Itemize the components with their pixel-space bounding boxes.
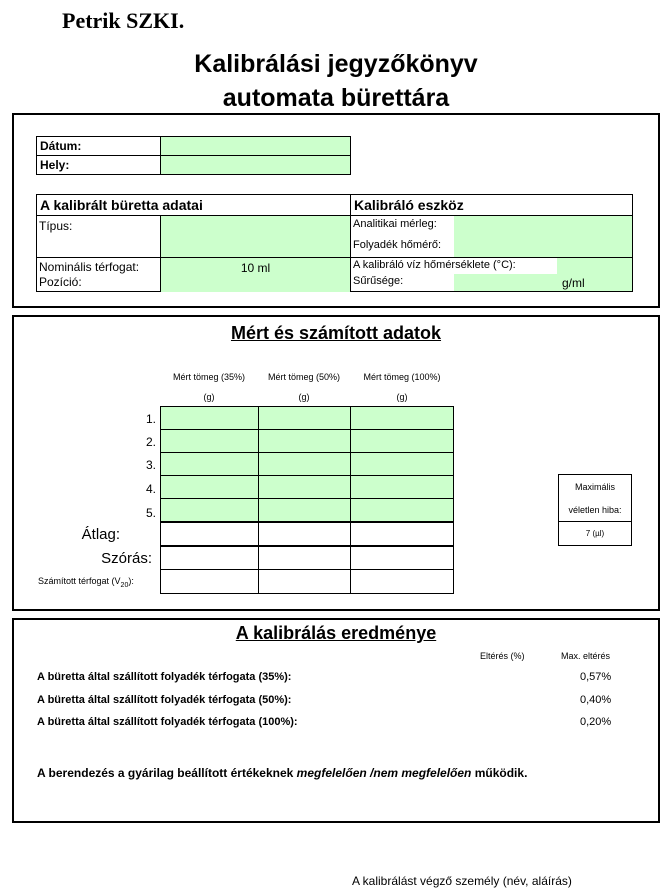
signature-label: A kalibrálást végző személy (név, aláírás) [352,874,572,888]
type-field[interactable] [161,216,350,257]
school-name: Petrik SZKI. [62,8,185,33]
result-row-50-label: A büretta által szállított folyadék térfogata (50%): [37,694,292,706]
position-label: Pozíció: [39,275,82,289]
water-temp-label: A kalibráló víz hőmérséklete (°C): [353,259,516,271]
max-error-value: 7 (µl) [585,529,605,538]
row-label-3: 3. [145,458,156,472]
thermometer-label: Folyadék hőmérő: [353,239,442,251]
density-field[interactable] [454,274,632,291]
row-label-2: 2. [145,435,156,449]
conclusion-text: A berendezés a gyárilag beállított értékeknek megfelelően /nem megfelelően működik. [37,766,528,780]
balance-thermometer-field[interactable] [454,216,632,257]
result-row-35-max: 0,57% [580,671,612,683]
std-label: Szórás: [101,550,152,567]
col-header-100: Mért tömeg (100%) [363,372,441,382]
result-row-50-max: 0,40% [580,694,612,706]
water-temp-field[interactable] [557,258,632,274]
deviation-header: Eltérés (%) [480,651,525,661]
row-label-5: 5. [145,506,156,520]
type-label: Típus: [39,219,73,233]
computed-grid [160,522,454,594]
place-label: Hely: [36,155,161,175]
row-label-4: 4. [145,482,156,496]
place-field[interactable] [160,155,351,175]
result-row-100-label: A büretta által szállított folyadék térfogata (100%): [37,716,298,728]
density-label: Sűrűsége: [353,275,404,287]
tool-header: Kalibráló eszköz [354,197,464,213]
max-deviation-header: Max. eltérés [561,651,611,661]
col-unit-100: (g) [396,392,408,402]
density-unit: g/ml [562,276,585,290]
result-row-35-label: A büretta által szállított folyadék térfogata (35%): [37,671,292,683]
row-label-1: 1. [145,412,156,426]
col-unit-35: (g) [203,392,215,402]
date-label: Dátum: [36,136,161,156]
col-header-35: Mért tömeg (35%) [172,372,246,382]
page-title-line1: Kalibrálási jegyzőkönyv [194,50,478,78]
col-unit-50: (g) [298,392,310,402]
nominal-value: 10 ml [161,258,350,292]
measured-data-panel [12,315,660,611]
nominal-label: Nominális térfogat: [39,260,140,274]
max-error-line2: véletlen hiba: [568,505,622,515]
page-title-line2: automata bürettára [222,84,450,112]
result-title: A kalibrálás eredménye [235,623,437,643]
column-divider [350,194,351,292]
date-field[interactable] [160,136,351,156]
measured-data-title: Mért és számított adatok [230,323,442,343]
burette-header: A kalibrált büretta adatai [40,197,203,213]
balance-label: Analitikai mérleg: [353,218,437,230]
avg-label: Átlag: [81,526,120,543]
volume-label: Számított térfogat $(V_{20})$: [38,576,134,589]
calibration-info-panel [12,113,660,308]
max-error-line1: Maximális [574,482,615,492]
result-panel [12,618,660,823]
result-row-100-max: 0,20% [580,716,612,728]
measurement-grid[interactable] [160,406,454,522]
col-header-50: Mért tömeg (50%) [267,372,341,382]
